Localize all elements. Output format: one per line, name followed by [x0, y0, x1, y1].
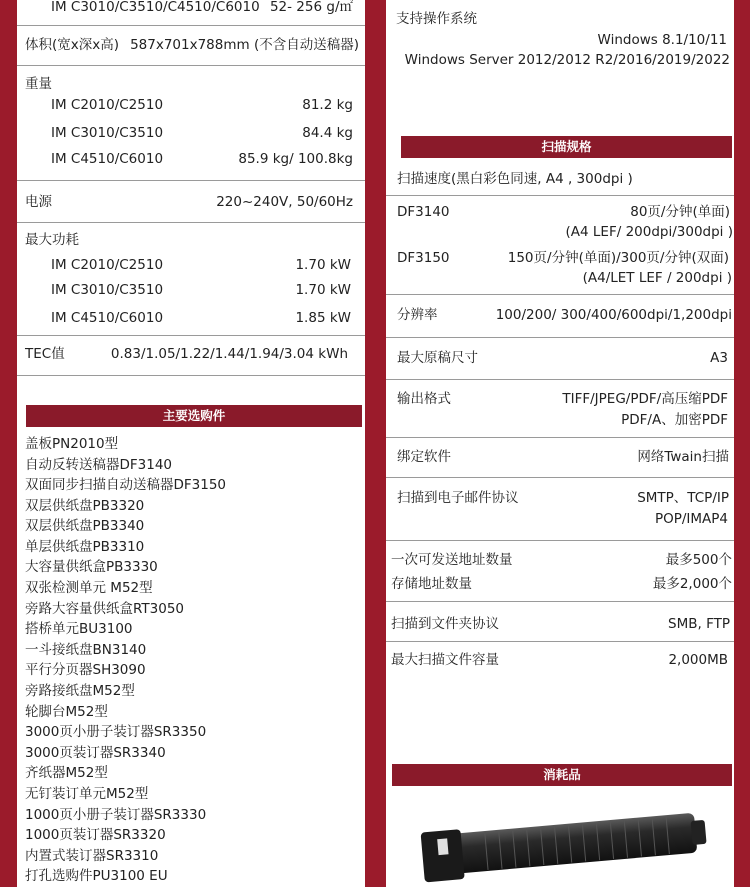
power-value: 220~240V, 50/60Hz — [216, 194, 353, 210]
divider — [386, 437, 734, 438]
option-item: 1000页装订器SR3320 — [25, 827, 166, 843]
df3140-label: DF3140 — [397, 204, 450, 220]
option-item: 3000页装订器SR3340 — [25, 745, 166, 761]
toner-cartridge-image — [416, 798, 716, 887]
consumables-section-header: 消耗品 — [392, 764, 732, 786]
output-format-label: 输出格式 — [397, 391, 451, 407]
tec-value: 0.83/1.05/1.22/1.44/1.94/3.04 kWh — [110, 346, 348, 362]
divider — [17, 65, 365, 66]
max-file-size-label: 最大扫描文件容量 — [391, 652, 499, 668]
max-original-label: 最大原稿尺寸 — [397, 350, 478, 366]
max-original-value: A3 — [710, 350, 728, 366]
email-protocol-line1: SMTP、TCP/IP — [637, 490, 729, 506]
resolution-label: 分辨率 — [397, 307, 438, 323]
divider — [17, 335, 365, 336]
max-power-label: 最大功耗 — [25, 232, 79, 248]
tec-label: TEC值 — [25, 346, 65, 362]
option-item: 内置式装订器SR3310 — [25, 848, 159, 864]
send-addresses-value: 最多500个 — [665, 552, 732, 568]
option-item: 轮脚台M52型 — [25, 704, 108, 720]
option-item: 双层供纸盘PB3320 — [25, 498, 145, 514]
option-item: 旁路接纸盘M52型 — [25, 683, 135, 699]
option-item: 单层供纸盘PB3310 — [25, 539, 145, 555]
weight-model: IM C4510/C6010 — [51, 151, 164, 167]
divider — [17, 222, 365, 223]
max-power-value: 1.85 kW — [295, 310, 351, 326]
divider — [17, 25, 365, 26]
output-format-line1: TIFF/JPEG/PDF/高压缩PDF — [562, 391, 728, 407]
option-item: 1000页小册子装订器SR3330 — [25, 807, 207, 823]
divider — [386, 379, 734, 380]
os-line2: Windows Server 2012/2012 R2/2016/2019/2022 — [404, 52, 730, 68]
option-item: 平行分页器SH3090 — [25, 662, 146, 678]
option-item: 双张检测单元 M52型 — [25, 580, 153, 596]
left-spec-panel — [17, 0, 365, 887]
df3150-line2: (A4/LET LEF / 200dpi ) — [582, 270, 732, 286]
stored-addresses-value: 最多2,000个 — [652, 576, 732, 592]
max-power-model: IM C2010/C2510 — [51, 257, 164, 273]
top-row-value: 52- 256 g/㎡ — [269, 0, 353, 15]
divider — [386, 540, 734, 541]
folder-protocol-value: SMB, FTP — [668, 616, 730, 632]
divider — [386, 601, 734, 602]
volume-value: 587x701x788mm (不含自动送稿器) — [130, 37, 359, 53]
divider — [386, 195, 734, 196]
max-power-model: IM C4510/C6010 — [51, 310, 164, 326]
scan-speed-label: 扫描速度(黑白彩色同速, A4 , 300dpi ) — [397, 171, 633, 187]
option-item: 自动反转送稿器DF3140 — [25, 457, 173, 473]
options-section-header: 主要选购件 — [26, 405, 362, 427]
bundled-software-value: 网络Twain扫描 — [637, 449, 729, 465]
option-item: 盖板PN2010型 — [25, 436, 119, 452]
send-addresses-label: 一次可发送地址数量 — [391, 552, 513, 568]
weight-value: 81.2 kg — [302, 97, 353, 113]
divider — [386, 477, 734, 478]
option-item: 无钉装订单元M52型 — [25, 786, 149, 802]
weight-model: IM C2010/C2510 — [51, 97, 164, 113]
df3140-line1: 80页/分钟(单面) — [630, 204, 730, 220]
option-item: 打孔选购件PU3100 EU — [25, 868, 168, 884]
stored-addresses-label: 存储地址数量 — [391, 576, 472, 592]
df3150-line1: 150页/分钟(单面)/300页/分钟(双面) — [507, 250, 729, 266]
os-label: 支持操作系统 — [396, 11, 477, 27]
top-row-model: IM C3010/C3510/C4510/C6010 — [51, 0, 260, 15]
divider — [17, 180, 365, 181]
option-item: 双面同步扫描自动送稿器DF3150 — [25, 477, 227, 493]
option-item: 搭桥单元BU3100 — [25, 621, 133, 637]
os-line1: Windows 8.1/10/11 — [597, 32, 727, 48]
option-item: 一斗接纸盘BN3140 — [25, 642, 147, 658]
df3150-label: DF3150 — [397, 250, 450, 266]
option-item: 双层供纸盘PB3340 — [25, 518, 145, 534]
bundled-software-label: 绑定软件 — [397, 449, 451, 465]
max-file-size-value: 2,000MB — [668, 652, 728, 668]
weight-value: 84.4 kg — [302, 125, 353, 141]
divider — [17, 375, 365, 376]
option-item: 齐纸器M52型 — [25, 765, 108, 781]
option-item: 旁路大容量供纸盒RT3050 — [25, 601, 185, 617]
weight-model: IM C3010/C3510 — [51, 125, 164, 141]
divider — [386, 641, 734, 642]
resolution-value: 100/200/ 300/400/600dpi/1,200dpi — [495, 307, 732, 323]
option-item: 3000页小册子装订器SR3350 — [25, 724, 207, 740]
email-protocol-line2: POP/IMAP4 — [654, 511, 728, 527]
option-item: 大容量供纸盒PB3330 — [25, 559, 158, 575]
weight-value: 85.9 kg/ 100.8kg — [238, 151, 353, 167]
max-power-value: 1.70 kW — [295, 257, 351, 273]
power-label: 电源 — [25, 194, 52, 210]
max-power-value: 1.70 kW — [295, 282, 351, 298]
folder-protocol-label: 扫描到文件夹协议 — [391, 616, 499, 632]
volume-label: 体积(宽x深x高) — [25, 37, 120, 53]
email-protocol-label: 扫描到电子邮件协议 — [397, 490, 519, 506]
df3140-line2: (A4 LEF/ 200dpi/300dpi ) — [565, 224, 733, 240]
divider — [386, 294, 734, 295]
output-format-line2: PDF/A、加密PDF — [621, 412, 728, 428]
divider — [386, 337, 734, 338]
max-power-model: IM C3010/C3510 — [51, 282, 164, 298]
scan-section-header: 扫描规格 — [401, 136, 732, 158]
right-spec-panel — [386, 0, 734, 887]
weight-label: 重量 — [25, 76, 52, 92]
